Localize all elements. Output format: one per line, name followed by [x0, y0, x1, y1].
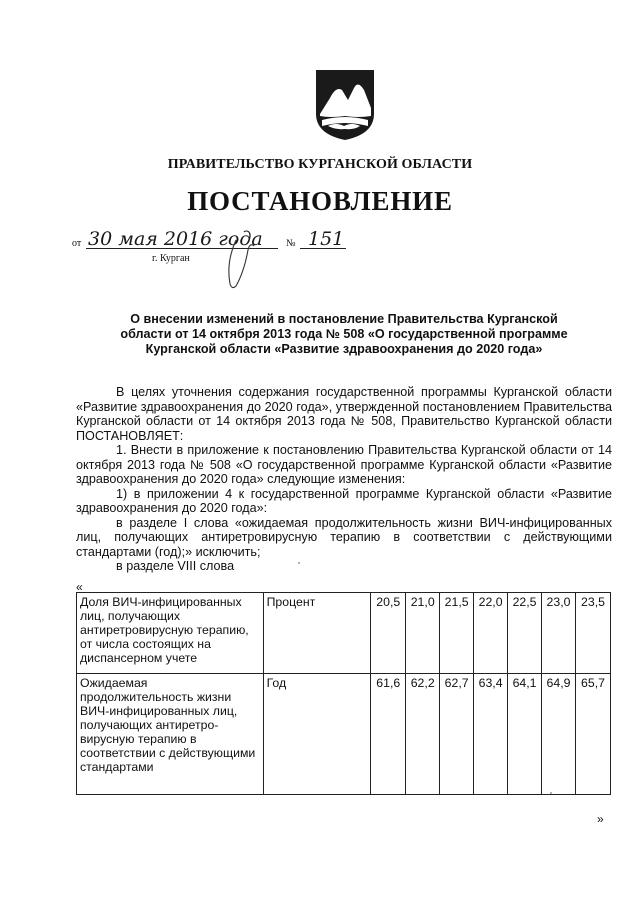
decree-heading [76, 312, 612, 357]
body-paragraph: в разделе I слова «ожидаемая продолжительность жизни ВИЧ-инфицированных лиц, получающих антиретровирусную терапию в соответствии с действующими стандартами (год);» исключить; [76, 515, 612, 559]
body-paragraph: 1. Внести в приложение к постановлению Правительства Курганской области от 14 октября 2013 года № 508 «О государственной программе Курганской области «Развитие здравоохранения до 2020 года» следующие изменения: [76, 443, 612, 486]
scan-speck [298, 562, 300, 564]
value-cell: 65,7 [575, 674, 610, 795]
indicators-table [76, 592, 611, 795]
city-name: г. Курган [152, 253, 190, 264]
value-cell: 61,6 [371, 674, 406, 795]
value-cell: 62,2 [406, 674, 440, 795]
organization-name: ПРАВИТЕЛЬСТВО КУРГАНСКОЙ ОБЛАСТИ [167, 157, 473, 172]
body-paragraph: В целях уточнения содержания государственной программы Курганской области «Развитие здравоохранения до 2020 года», утвержденной постановлением Правительства Курганской области от 14 октября 2013 года № 508, Правительство Курганской области ПОСТАНОВЛЯЕТ: [76, 385, 612, 443]
number-underline [300, 248, 346, 249]
document-type-title: ПОСТАНОВЛЕНИЕ [187, 186, 453, 216]
number-prefix: № [286, 238, 296, 249]
body-paragraph: в разделе VIII слова [116, 559, 235, 573]
unit-cell: Год [263, 674, 371, 795]
unit-cell: Процент [263, 593, 371, 674]
value-cell: 64,1 [508, 674, 542, 795]
quote-open-mark: « [76, 580, 83, 594]
value-cell: 20,5 [371, 593, 406, 674]
handwritten-date: 30 мая 2016 года [88, 228, 263, 250]
value-cell: 23,5 [575, 593, 610, 674]
table-row [77, 593, 611, 674]
decree-body [76, 385, 612, 574]
heading-line: О внесении изменений в постановление Правительства Курганской [130, 312, 558, 326]
value-cell: 22,5 [508, 593, 542, 674]
value-cell: 64,9 [542, 674, 576, 795]
kurgan-coat-of-arms-icon [314, 68, 376, 142]
quote-close-mark: » [597, 812, 604, 826]
indicator-cell: Ожидаемая продолжительность жизни ВИЧ-инфицированных лиц, получающих антиретро-вирусную терапию в соответствии с действующими стандартами [77, 674, 264, 795]
value-cell: 63,4 [474, 674, 508, 795]
date-prefix: от [72, 238, 82, 249]
value-cell: 22,0 [474, 593, 508, 674]
body-paragraph: 1) в приложении 4 к государственной программе Курганской области «Развитие здравоохранения до 2020 года»: [76, 486, 612, 515]
signature-mark [222, 236, 262, 292]
value-cell: 23,0 [542, 593, 576, 674]
handwritten-number: 151 [308, 228, 345, 250]
value-cell: 62,7 [440, 674, 474, 795]
scan-speck [550, 792, 552, 794]
table-row [77, 674, 611, 795]
value-cell: 21,5 [440, 593, 474, 674]
heading-line: Курганской области «Развитие здравоохранения до 2020 года» [145, 342, 543, 356]
heading-line: области от 14 октября 2013 года № 508 «О государственной программе [120, 327, 568, 341]
value-cell: 21,0 [406, 593, 440, 674]
indicator-cell: Доля ВИЧ-инфицированных лиц, получающих антиретровирусную терапию, от числа состоящих на диспансерном учете [77, 593, 264, 674]
